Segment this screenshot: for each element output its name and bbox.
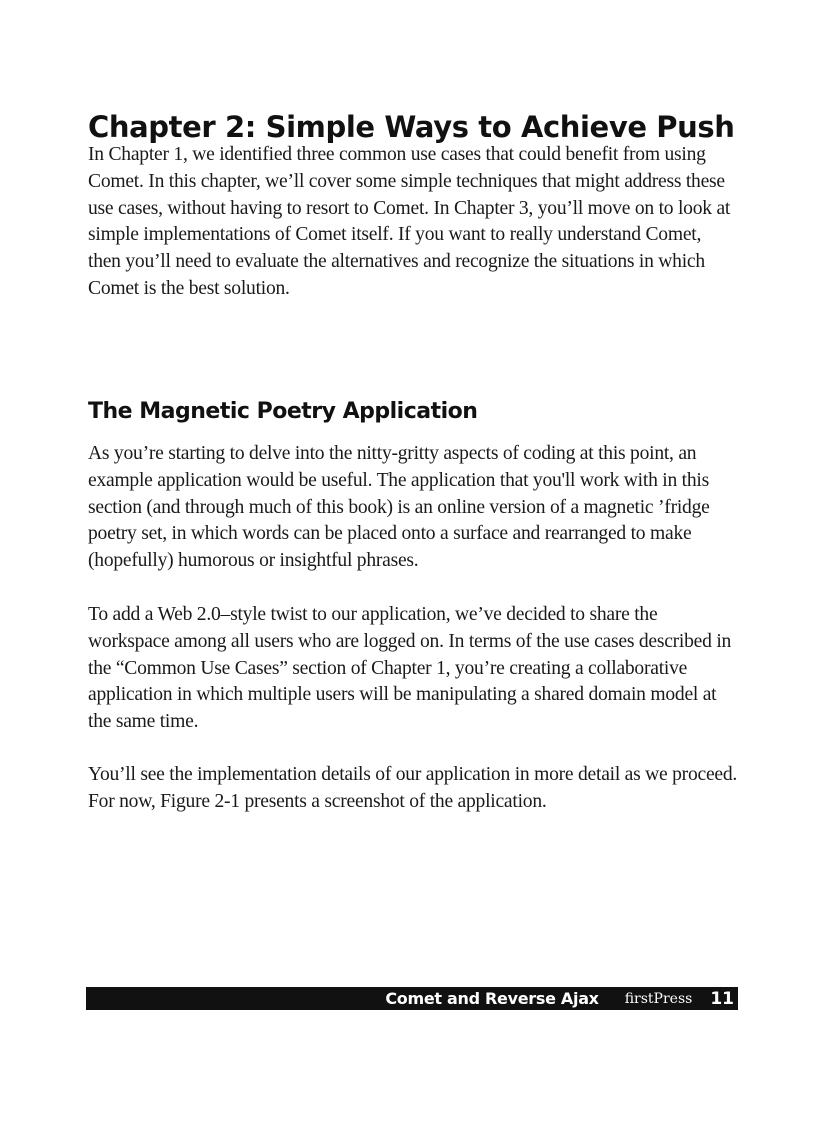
footer-publisher: firstPress [624, 990, 693, 1007]
page-number: 11 [710, 988, 734, 1009]
footer-book-title: Comet and Reverse Ajax [385, 989, 599, 1008]
body-paragraph: As you’re starting to delve into the nitty-gritty aspects of coding at this point, an example application would be useful. The application that you'll work with in this section (and through much of this book) is an online version of a magnetic ’fridge poetry set, in which words can be placed onto a surface and rearranged to make (hopefully) humorous or insightful phrases. [88, 443, 710, 572]
section-heading: The Magnetic Poetry Application [88, 399, 478, 424]
page-footer [86, 987, 738, 1010]
chapter-title: Chapter 2: Simple Ways to Achieve Push [88, 110, 735, 144]
body-paragraph: You’ll see the implementation details of our application in more detail as we proceed. For now, Figure 2-1 presents a screenshot of the application. [88, 764, 738, 812]
chapter-intro-paragraph: In Chapter 1, we identified three common use cases that could benefit from using Comet. In this chapter, we’ll cover some simple techniques that might address these use cases, without having to resort to Comet. In Chapter 3, you’ll move on to look at simple implementations of Comet itself. If you want to really understand Comet, then you’ll need to evaluate the alternatives and recognize the situations in which Comet is the best solution. [88, 144, 731, 299]
body-paragraph: To add a Web 2.0–style twist to our application, we’ve decided to share the workspace among all users who are logged on. In terms of the use cases described in the “Common Use Cases” section of Chapter 1, you’re creating a collaborative application in which multiple users will be manipulating a shared domain model at the same time. [88, 604, 732, 733]
